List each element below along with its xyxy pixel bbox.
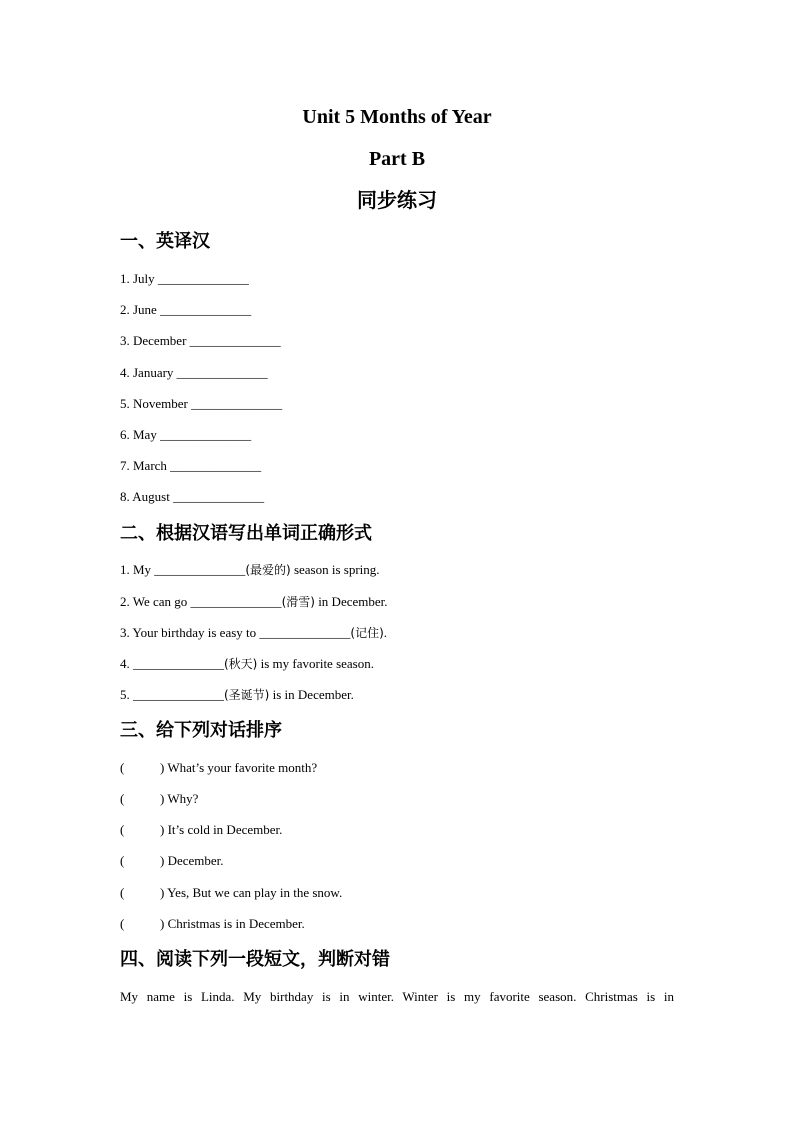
exercise-item: 4. January ______________ [120,365,268,380]
exercise-item: 6. May ______________ [120,427,252,442]
answer-bracket: ( [120,916,125,931]
exercise-item: 2. June ______________ [120,302,252,317]
dialogue-line [120,791,198,807]
section-heading-word-forms: 二、根据汉语写出单词正确形式 [120,523,372,544]
item-text: is my favorite season. [257,656,374,671]
exercise-item: 8. August ______________ [120,489,265,504]
dialogue-text: ) Yes, But we can play in the snow. [160,885,343,900]
chinese-hint: (秋天) [224,657,258,671]
item-text: 5. ______________ [120,687,224,702]
item-text: season is spring. [290,562,380,577]
chinese-hint: (最爱的) [245,563,291,577]
page-subtitle: Part B [368,148,426,170]
dialogue-line [120,760,317,776]
exercise-item [120,625,387,641]
answer-bracket: ( [120,885,125,900]
exercise-item [120,562,380,578]
chinese-hint: (记住) [350,626,384,640]
dialogue-line [120,916,305,932]
item-text: is in December. [269,687,354,702]
reading-passage: My name is Linda. My birthday is in winter. Winter is my favorite season. Christmas is in [120,989,674,1004]
dialogue-line [120,853,224,869]
exercise-item: 7. March ______________ [120,458,262,473]
answer-bracket: ( [120,760,125,775]
dialogue-text: ) Christmas is in December. [160,916,305,931]
dialogue-text: ) What’s your favorite month? [160,760,318,775]
answer-bracket: ( [120,791,125,806]
answer-bracket: ( [120,822,125,837]
item-text: 3. Your birthday is easy to ______________ [120,625,351,640]
chinese-hint: (圣诞节) [224,688,270,702]
exercise-item [120,656,374,672]
dialogue-line [120,885,342,901]
item-text: 1. My ______________ [120,562,246,577]
exercise-item: 1. July ______________ [120,271,249,286]
chinese-hint: (滑雪) [281,595,315,609]
page-label: 同步练习 [357,190,437,212]
exercise-item: 3. December ______________ [120,333,281,348]
dialogue-line [120,822,282,838]
item-text: . [383,625,388,640]
exercise-item: 5. November ______________ [120,396,283,411]
dialogue-text: ) It’s cold in December. [160,822,283,837]
item-text: 4. ______________ [120,656,224,671]
item-text: 2. We can go ______________ [120,594,282,609]
answer-bracket: ( [120,853,125,868]
section-heading-reading: 四、阅读下列一段短文，判断对错 [120,949,390,970]
item-text: in December. [314,594,388,609]
page-title: Unit 5 Months of Year [302,106,492,128]
section-heading-dialogue-order: 三、给下列对话排序 [120,720,282,741]
dialogue-text: ) December. [160,853,224,868]
exercise-item [120,687,354,703]
exercise-item [120,594,388,610]
section-heading-translate: 一、英译汉 [120,231,210,252]
dialogue-text: ) Why? [160,791,199,806]
